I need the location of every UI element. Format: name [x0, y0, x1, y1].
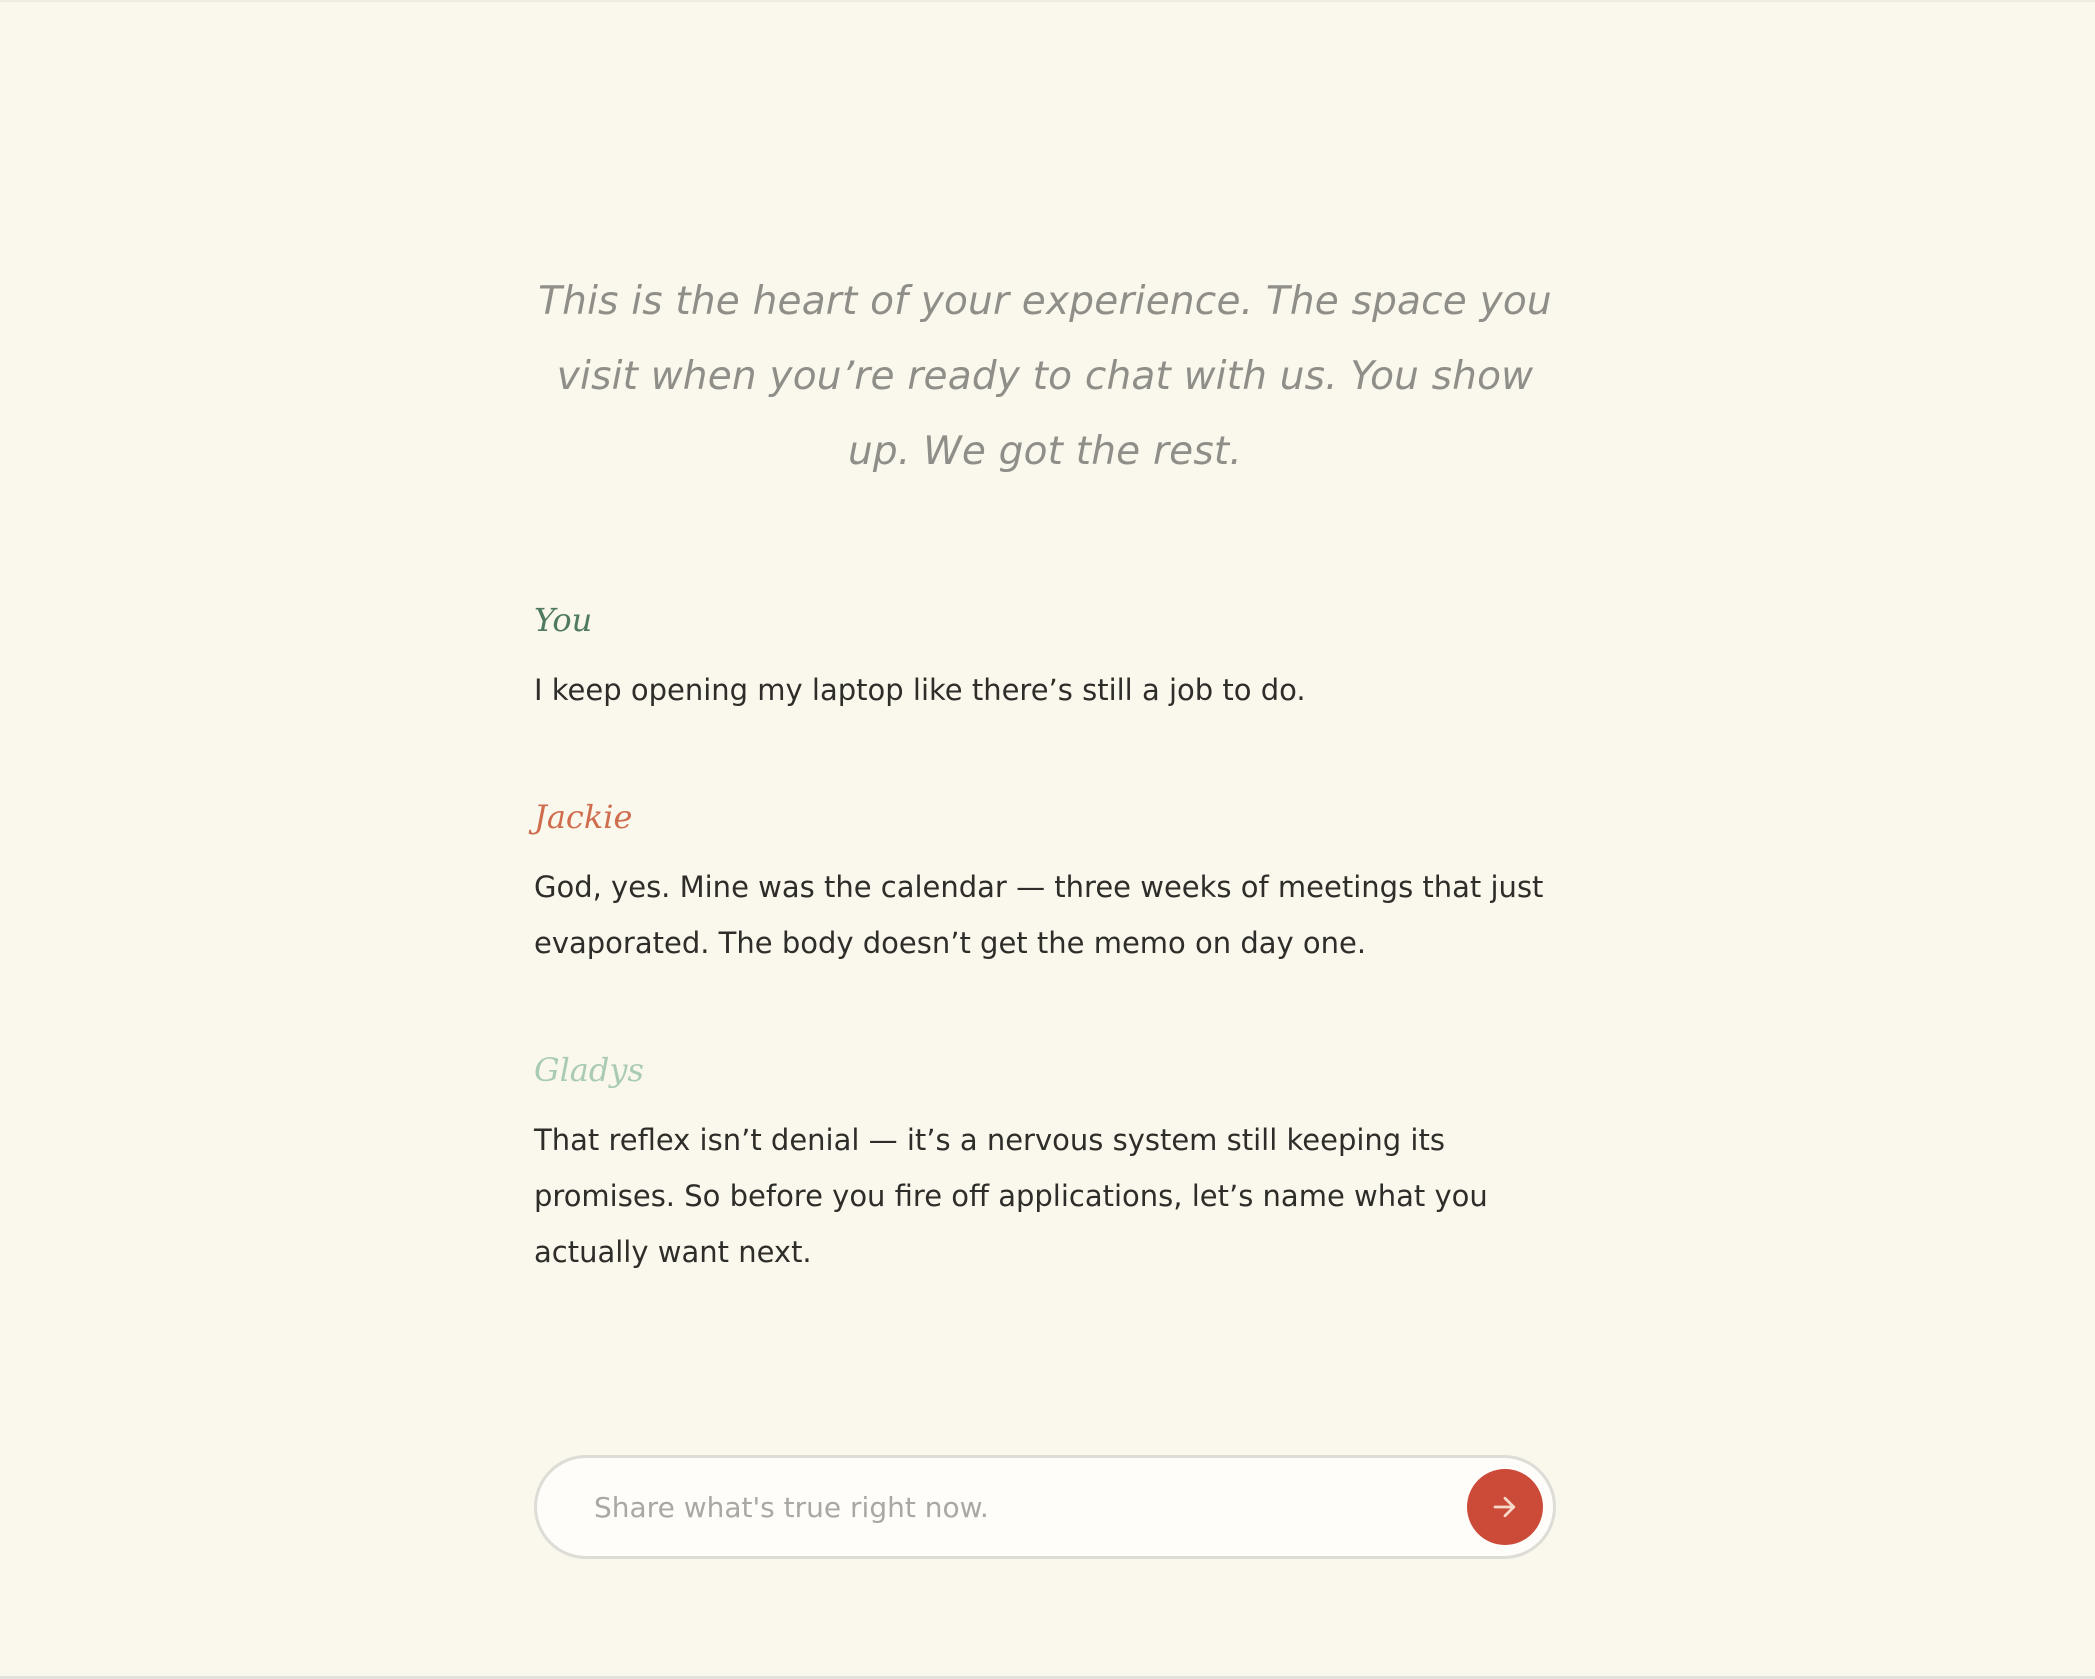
message-jackie [534, 797, 1564, 971]
message-composer [534, 1455, 1556, 1559]
message-text-jackie: God, yes. Mine was the calendar — three weeks of meetings that just evaporated. The body doesn’t get the memo on day one. [534, 870, 1544, 960]
message-input[interactable] [594, 1458, 1454, 1556]
speaker-name-gladys: Gladys [534, 1051, 644, 1089]
message-gladys [534, 1050, 1564, 1280]
message-text-gladys: That reflex isn’t denial — it’s a nervous system still keeping its promises. So before you fire off applications, let’s name what you actually want next. [534, 1123, 1488, 1269]
arrow-right-icon [1490, 1492, 1520, 1522]
message-text-you: I keep opening my laptop like there’s still a job to do. [534, 673, 1306, 707]
speaker-name-you: You [534, 601, 593, 639]
speaker-name-jackie: Jackie [534, 798, 633, 836]
intro-text: This is the heart of your experience. The space you visit when you’re ready to chat with us. You show up. We got the rest. [538, 279, 1552, 474]
top-divider [0, 0, 2095, 2]
message-you [534, 600, 1564, 718]
send-button[interactable] [1467, 1469, 1543, 1545]
